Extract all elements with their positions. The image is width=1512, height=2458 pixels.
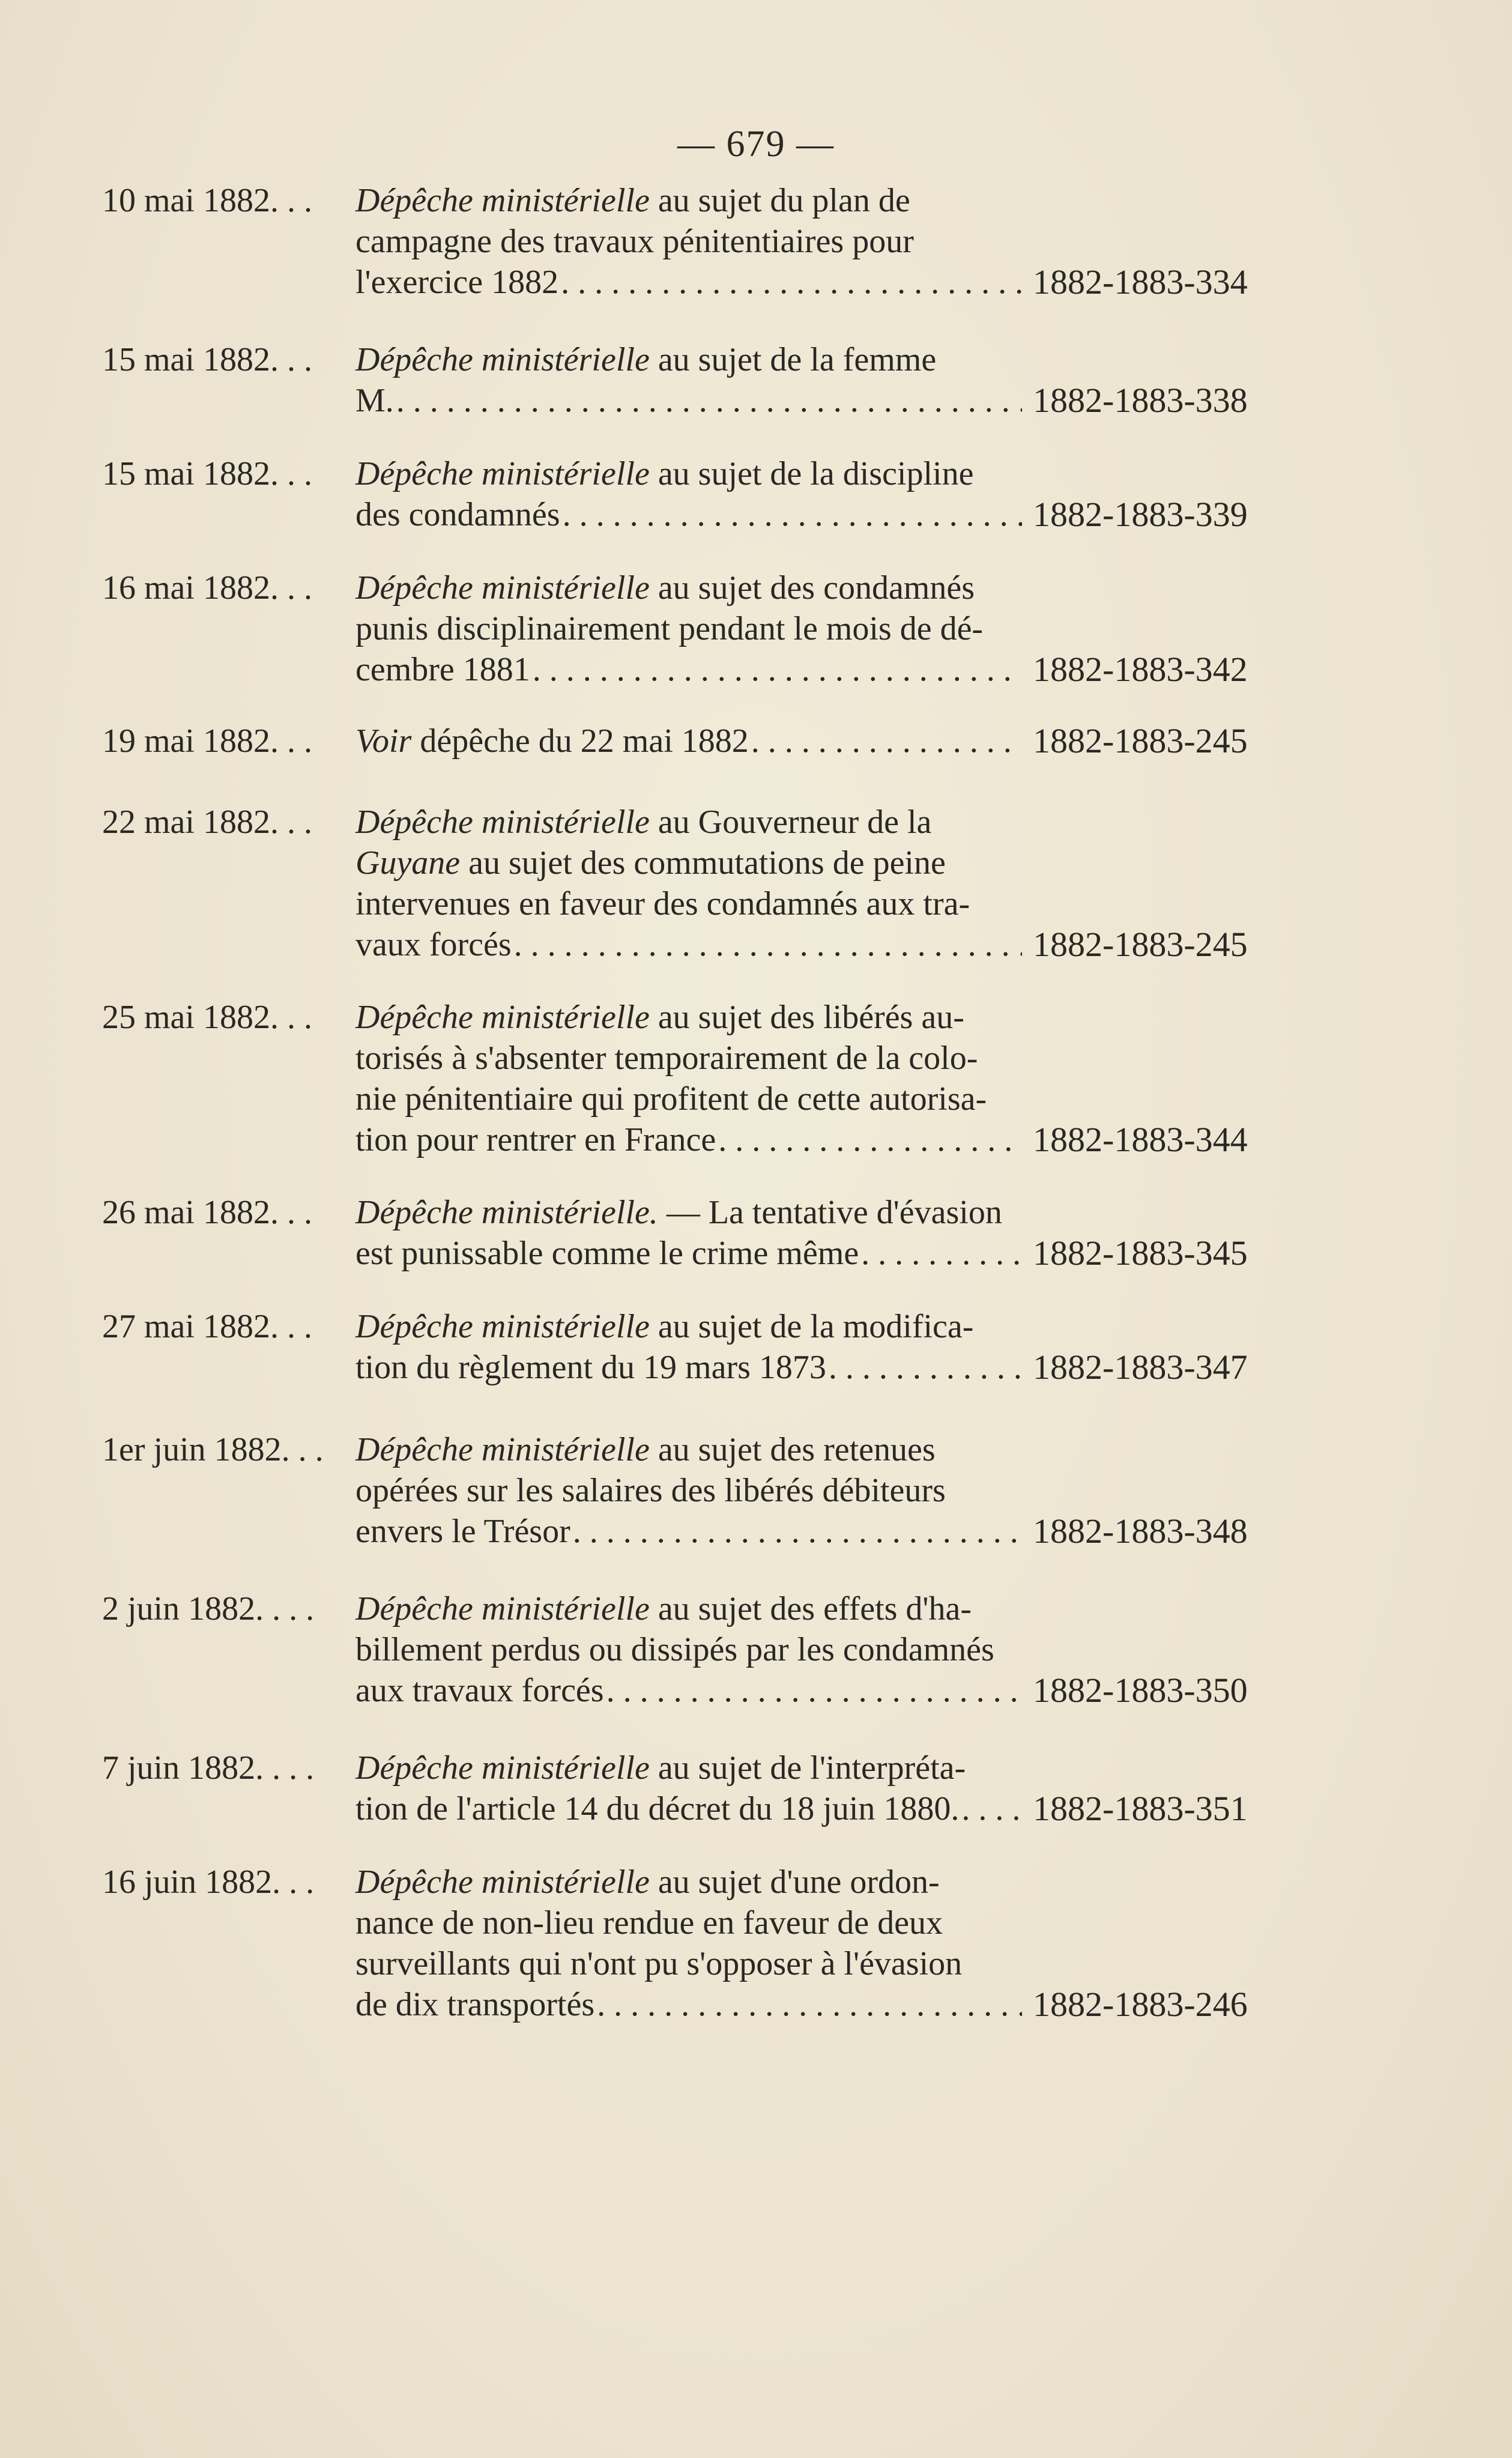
italic-heading: Dépêche ministérielle [355,1749,650,1787]
dot-leader [396,380,1022,421]
entry-reference: 1882-1883-350 [1033,1671,1248,1710]
entry-date: 10 mai 1882. . . [102,182,312,219]
entry-text [355,1192,1022,1274]
entry-text-line: Voir dépêche du 22 mai 1882 . . . [355,721,1022,761]
entry-reference: 1882-1883-342 [1033,650,1248,689]
entry-reference: 1882-1883-245 [1033,925,1248,964]
dot-leader [533,649,1022,690]
entry-text-line: campagne des travaux pénitentiaires pour [355,223,914,260]
entry-text-line: des condamnés . . . [355,494,1022,535]
entry-text-line: est punissable comme le crime même . . . [355,1233,1022,1274]
entry-text [355,802,1022,965]
dot-leader [751,721,1022,761]
entry-text-line: Dépêche ministérielle au sujet d'une ordon- [355,1863,940,1901]
dot-leader [561,262,1022,303]
entry-text-line: Dépêche ministérielle au sujet du plan de [355,182,910,219]
entry-date: 15 mai 1882. . . [102,341,312,378]
entry-text-line: torisés à s'absenter temporairement de la colo- [355,1040,978,1077]
entry-reference: 1882-1883-334 [1033,262,1248,301]
entry-text-line: vaux forcés . . . [355,924,1022,965]
italic-heading: Voir [355,722,412,760]
entry-date: 19 mai 1882. . . [102,722,312,760]
entry-text-line: Guyane au sujet des commutations de peine [355,844,946,882]
entry-text-line: tion pour rentrer en France . . . [355,1119,1022,1160]
entry-text-line: Dépêche ministérielle au sujet de la modifica- [355,1308,974,1345]
entry-text-line: M. . . . [355,380,1022,421]
italic-heading: Guyane [355,844,461,882]
italic-heading: Dépêche ministérielle [355,1863,650,1901]
entry-reference: 1882-1883-347 [1033,1348,1248,1387]
entry-text-line: Dépêche ministérielle au sujet de la femme [355,341,937,378]
dot-leader [606,1670,1022,1711]
dot-leader [829,1347,1022,1388]
entry-text-line: aux travaux forcés . . . [355,1670,1022,1711]
entry-text-line: Dépêche ministérielle au sujet des condamnés [355,569,975,607]
italic-heading: Dépêche ministérielle. [355,1194,658,1231]
italic-heading: Dépêche ministérielle [355,341,650,378]
entry-text-line: opérées sur les salaires des libérés débiteurs [355,1472,946,1509]
italic-heading: Dépêche ministérielle [355,1590,650,1627]
entry-text [355,568,1022,690]
entry-date: 16 juin 1882. . . [102,1863,315,1901]
entry-text [355,453,1022,535]
entry-text [355,339,1022,421]
entry-text-line: de dix transportés . . . [355,1984,1022,2025]
entry-text-line: Dépêche ministérielle au sujet de l'interpréta- [355,1749,966,1787]
entry-text-line: nance de non-lieu rendue en faveur de deux [355,1904,943,1942]
entry-text-line: Dépêche ministérielle au sujet de la discipline [355,455,974,492]
entry-date: 7 juin 1882. . . . [102,1749,315,1787]
entry-text [355,1588,1022,1711]
entry-text [355,721,1022,761]
entry-date: 26 mai 1882. . . [102,1194,312,1231]
italic-heading: Dépêche ministérielle [355,999,650,1036]
entry-text-line: cembre 1881 . . . [355,649,1022,690]
entry-text-line: envers le Trésor . . . [355,1511,1022,1552]
italic-heading: Dépêche ministérielle [355,182,650,219]
page-number: — 679 — [677,124,835,165]
entry-text-line: Dépêche ministérielle. — La tentative d'évasion [355,1194,1002,1231]
entry-date: 2 juin 1882. . . . [102,1590,315,1627]
dot-leader [718,1119,1022,1160]
entry-date: 22 mai 1882. . . [102,804,312,841]
entry-text-line: tion de l'article 14 du décret du 18 juin 1880. . . . [355,1788,1022,1829]
entry-text [355,180,1022,303]
entry-text [355,1862,1022,2025]
italic-heading: Dépêche ministérielle [355,569,650,607]
entry-text-line: nie pénitentiaire qui profitent de cette autorisa- [355,1080,987,1118]
dot-leader [573,1511,1022,1552]
entry-date: 27 mai 1882. . . [102,1308,312,1345]
entry-text-line: Dépêche ministérielle au sujet des effets d'ha- [355,1590,972,1627]
entry-reference: 1882-1883-246 [1033,1985,1248,2024]
dot-leader [514,924,1022,965]
dot-leader [563,494,1022,535]
entry-reference: 1882-1883-345 [1033,1234,1248,1273]
italic-heading: Dépêche ministérielle [355,1431,650,1468]
entry-text [355,1748,1022,1829]
entry-text-line: Dépêche ministérielle au sujet des retenues [355,1431,936,1468]
entry-text [355,1306,1022,1388]
dot-leader [597,1984,1022,2025]
entry-text-line: punis disciplinairement pendant le mois de dé- [355,610,984,647]
italic-heading: Dépêche ministérielle [355,1308,650,1345]
entry-reference: 1882-1883-245 [1033,721,1248,760]
entry-date: 16 mai 1882. . . [102,569,312,607]
entry-reference: 1882-1883-338 [1033,381,1248,420]
entry-date: 25 mai 1882. . . [102,999,312,1036]
entry-text [355,1429,1022,1552]
entry-text [355,997,1022,1160]
dot-leader [861,1233,1022,1274]
entry-reference: 1882-1883-344 [1033,1120,1248,1159]
italic-heading: Dépêche ministérielle [355,804,650,841]
entry-reference: 1882-1883-339 [1033,495,1248,534]
dot-leader [961,1788,1022,1829]
italic-heading: Dépêche ministérielle [355,455,650,492]
entry-text-line: Dépêche ministérielle au Gouverneur de la [355,804,932,841]
entry-text-line: tion du règlement du 19 mars 1873 . . . [355,1347,1022,1388]
entry-reference: 1882-1883-348 [1033,1512,1248,1551]
entry-date: 1er juin 1882. . . [102,1431,324,1468]
entry-reference: 1882-1883-351 [1033,1789,1248,1828]
entry-text-line: intervenues en faveur des condamnés aux tra- [355,885,970,922]
entry-text-line: billement perdus ou dissipés par les condamnés [355,1631,994,1668]
entry-text-line: surveillants qui n'ont pu s'opposer à l'évasion [355,1945,963,1982]
entry-date: 15 mai 1882. . . [102,455,312,492]
entry-text-line: l'exercice 1882 . . . [355,262,1022,303]
entry-text-line: Dépêche ministérielle au sujet des libérés au- [355,999,964,1036]
